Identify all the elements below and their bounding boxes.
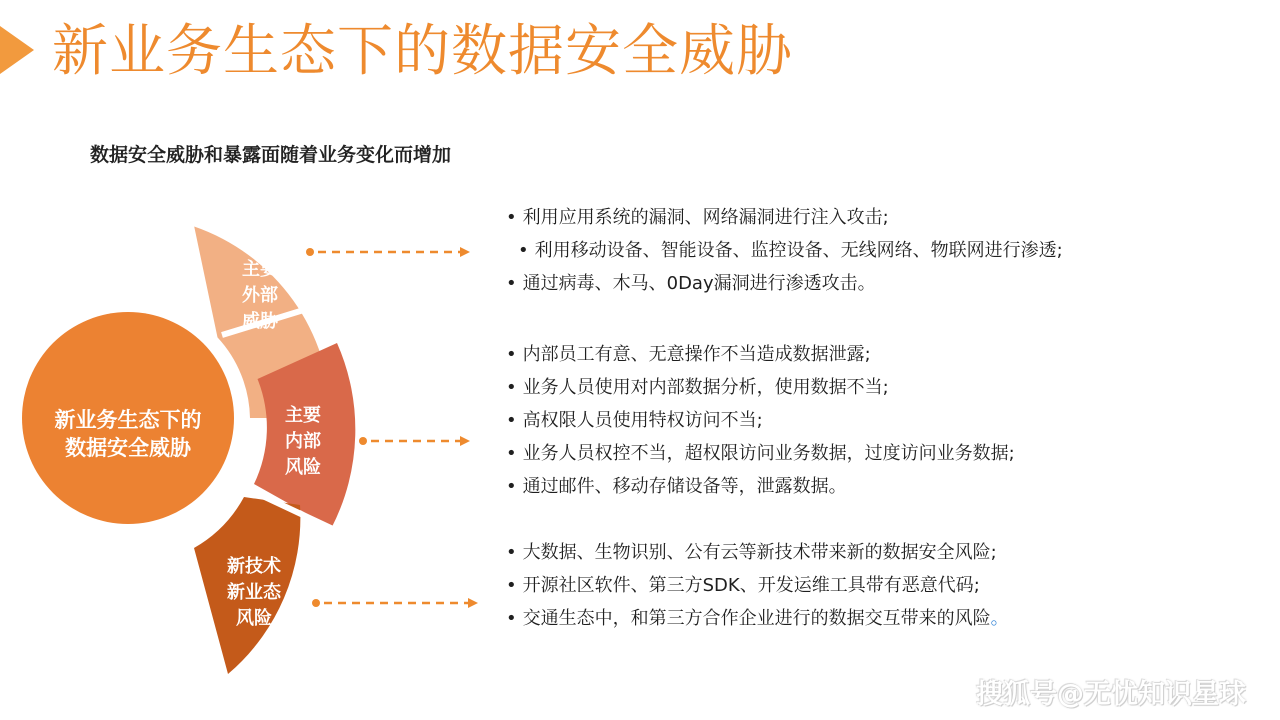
center-label-line2: 数据安全威胁 — [65, 436, 191, 460]
seg3-line3: 风险 — [236, 608, 272, 629]
seg3-line2: 新业态 — [227, 582, 281, 603]
bullet-item: • 高权限人员使用特权访问不当; — [506, 410, 763, 431]
bullet-item: • 利用移动设备、智能设备、监控设备、无线网络、物联网进行渗透; — [518, 240, 1063, 261]
bullet-item: • 开源社区软件、第三方SDK、开发运维工具带有恶意代码; — [506, 575, 980, 596]
bullet-group-newtech — [506, 536, 1009, 635]
bullet-item: • 通过邮件、移动存储设备等，泄露数据。 — [506, 476, 847, 497]
segment-label-internal — [285, 404, 321, 478]
bullet-group-internal — [506, 338, 1015, 503]
threat-diagram — [0, 0, 520, 720]
seg2-line3: 风险 — [285, 457, 321, 478]
center-label-line1: 新业务生态下的 — [54, 408, 202, 432]
page-title: 新业务生态下的数据安全威胁 — [52, 19, 793, 84]
seg1-line2: 外部 — [242, 285, 278, 306]
watermark: 搜狐号@无忧知识星球 — [976, 679, 1246, 710]
bullet-item: • 业务人员权控不当，超权限访问业务数据，过度访问业务数据; — [506, 443, 1015, 464]
bullet-group-external — [506, 201, 1063, 300]
arrow-external — [306, 247, 470, 257]
bullet-item: • 交通生态中，和第三方合作企业进行的数据交互带来的风险。 — [506, 608, 1009, 629]
arrow-newtech — [312, 598, 478, 608]
seg1-line3: 威胁 — [242, 311, 278, 332]
seg2-line2: 内部 — [285, 431, 321, 452]
arrow-internal — [359, 436, 470, 446]
seg3-line1: 新技术 — [227, 556, 281, 577]
bullet-item: • 内部员工有意、无意操作不当造成数据泄露; — [506, 344, 871, 365]
seg1-line1: 主要 — [242, 259, 278, 280]
bullet-item: • 通过病毒、木马、0Day漏洞进行渗透攻击。 — [506, 273, 876, 294]
bullet-item: • 利用应用系统的漏洞、网络漏洞进行注入攻击; — [506, 207, 889, 228]
subtitle: 数据安全威胁和暴露面随着业务变化而增加 — [90, 144, 452, 166]
highlight-mark: 。 — [990, 608, 1009, 629]
seg2-line1: 主要 — [285, 405, 321, 426]
bullet-item: • 大数据、生物识别、公有云等新技术带来新的数据安全风险; — [506, 542, 997, 563]
segment-label-external — [242, 258, 279, 332]
bullet-item: • 业务人员使用对内部数据分析，使用数据不当; — [506, 377, 889, 398]
